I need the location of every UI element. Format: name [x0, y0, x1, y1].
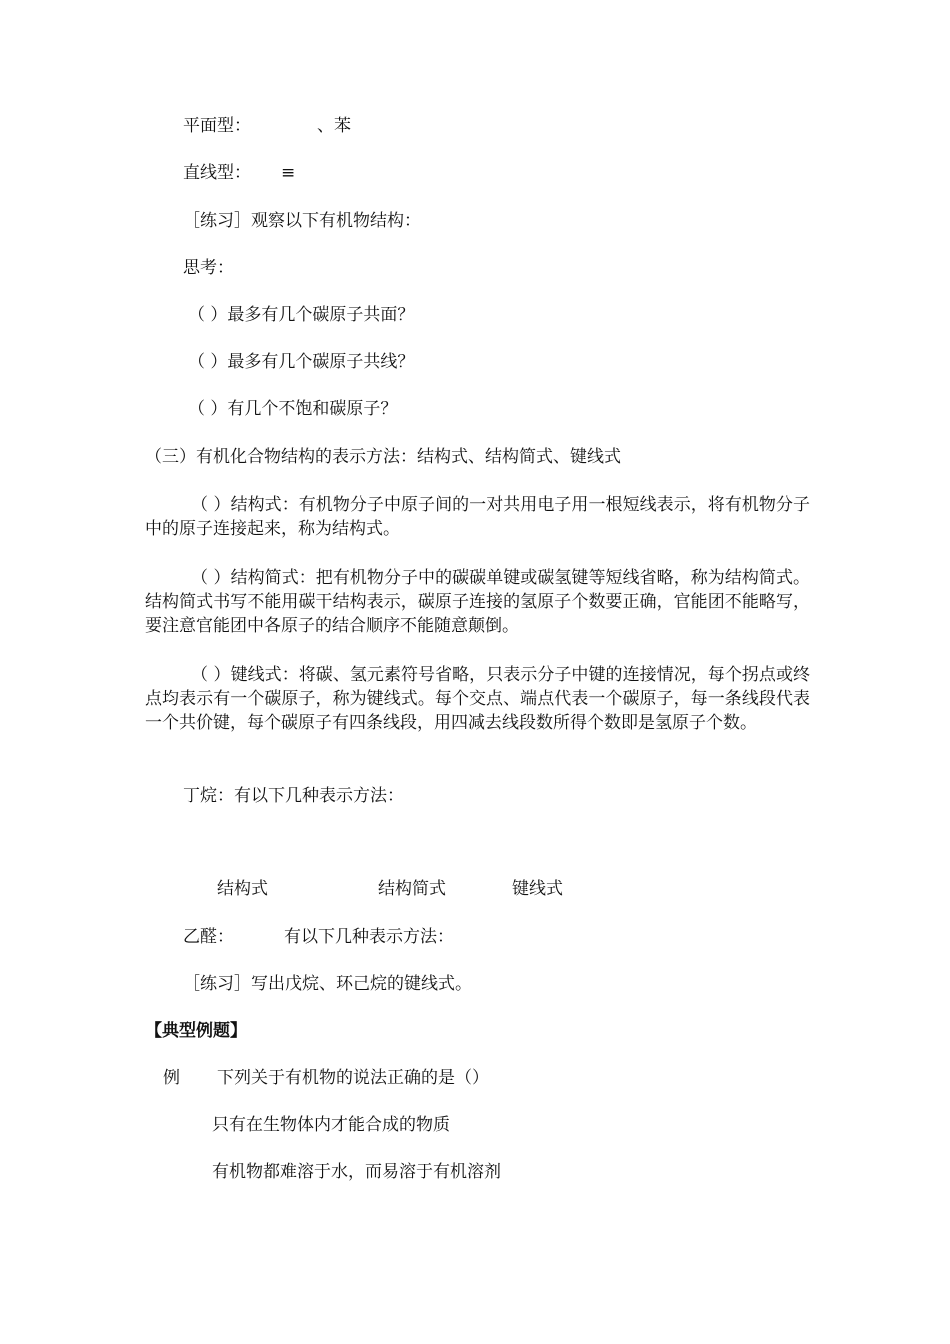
section-3-heading: （三）有机化合物结构的表示方法：结构式、结构简式、键线式 — [145, 447, 621, 467]
label-skeletal-formula: 键线式 — [512, 879, 563, 899]
example-label: 例 — [163, 1068, 180, 1088]
paragraph-structural-formula — [145, 493, 810, 541]
butane-line: 丁烷：有以下几种表示方法： — [183, 786, 404, 806]
examples-heading: 【典型例题】 — [145, 1021, 247, 1041]
paragraph-text: （ ）结构简式：把有机物分子中的碳碳单键或碳氢键等短线省略，称为结构简式。结构简式书写不能用碳干结构表示，碳原子连接的氢原子个数要正确，官能团不能略写，要注意官能团中各原子的结合顺序不能随意颠倒。 — [145, 568, 810, 636]
label-condensed-formula: 结构简式 — [378, 879, 446, 899]
practice-2: ［练习］写出戊烷、环己烷的键线式。 — [183, 974, 472, 994]
planar-value: 、苯 — [317, 116, 351, 136]
triple-bond-symbol: ≡ — [281, 163, 296, 183]
paragraph-text: （ ）结构式：有机物分子中原子间的一对共用电子用一根短线表示，将有机物分子中的原子连接起来，称为结构式。 — [145, 495, 810, 539]
acetaldehyde-text: 有以下几种表示方法： — [284, 927, 454, 947]
example-question: 下列关于有机物的说法正确的是（） — [217, 1068, 489, 1088]
option-1: 只有在生物体内才能合成的物质 — [212, 1115, 450, 1135]
acetaldehyde-label: 乙醛： — [183, 927, 234, 947]
planar-row — [183, 116, 351, 136]
practice-1: ［练习］观察以下有机物结构： — [183, 211, 421, 231]
question-2: （ ）最多有几个碳原子共线？ — [188, 352, 415, 372]
think-label: 思考： — [183, 258, 234, 278]
question-1: （ ）最多有几个碳原子共面？ — [188, 305, 415, 325]
paragraph-condensed-formula — [145, 566, 810, 638]
linear-label: 直线型： — [183, 163, 251, 183]
linear-row — [183, 163, 295, 183]
paragraph-skeletal-formula — [145, 663, 810, 735]
option-2: 有机物都难溶于水，而易溶于有机溶剂 — [212, 1162, 501, 1182]
label-structural-formula: 结构式 — [217, 879, 268, 899]
question-3: （ ）有几个不饱和碳原子？ — [188, 399, 398, 419]
planar-label: 平面型： — [183, 116, 251, 136]
paragraph-text: （ ）键线式：将碳、氢元素符号省略，只表示分子中键的连接情况，每个拐点或终点均表示有一个碳原子，称为键线式。每个交点、端点代表一个碳原子，每一条线段代表一个共价键，每个碳原子有四条线段，用四减去线段数所得个数即是氢原子个数。 — [145, 665, 810, 733]
